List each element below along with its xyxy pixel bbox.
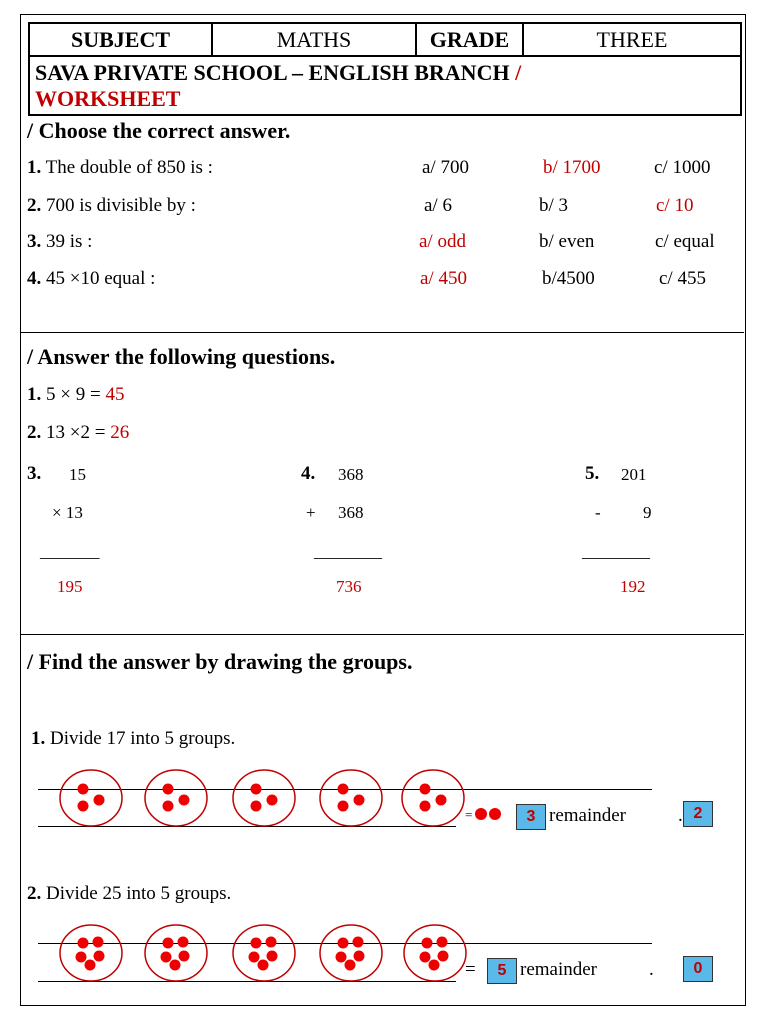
counter-dot bbox=[353, 937, 364, 948]
calc-3-line: _______ bbox=[40, 542, 100, 561]
grade-label: GRADE bbox=[417, 24, 524, 55]
group-circle bbox=[404, 925, 466, 981]
counter-dot bbox=[76, 952, 87, 963]
question-number: 2. bbox=[27, 195, 42, 216]
calc-5-line: ________ bbox=[582, 542, 650, 561]
counter-dot bbox=[78, 938, 89, 949]
counter-dot bbox=[437, 937, 448, 948]
remainder-box-2: 0 bbox=[683, 956, 713, 982]
quotient-box-2: 5 bbox=[487, 958, 517, 984]
worksheet-label: WORKSHEET bbox=[35, 86, 181, 111]
question-number: 2. bbox=[27, 883, 42, 904]
question-number: 1. bbox=[27, 384, 42, 405]
calc-4-bottom: 368 bbox=[338, 503, 364, 522]
section1-title: / Choose the correct answer. bbox=[27, 118, 291, 143]
counter-dot bbox=[94, 951, 105, 962]
group-circle bbox=[320, 925, 382, 981]
counter-dot bbox=[422, 938, 433, 949]
calc-3-bottom: × 13 bbox=[52, 503, 83, 522]
counter-dot bbox=[438, 951, 449, 962]
answer-value: 26 bbox=[110, 422, 130, 443]
period-1: . bbox=[678, 805, 683, 826]
counter-dot bbox=[179, 951, 190, 962]
calc-5-bottom: 9 bbox=[643, 503, 652, 522]
group-circle bbox=[60, 925, 122, 981]
question-text: 13 ×2 = bbox=[41, 422, 111, 443]
option-4a: a/ 450 bbox=[420, 268, 467, 289]
question-text: Divide 25 into 5 groups. bbox=[41, 883, 232, 904]
option-4b: b/4500 bbox=[542, 268, 595, 289]
calc-3-number: 3. bbox=[27, 463, 42, 484]
counter-dot bbox=[420, 952, 431, 963]
counter-dot bbox=[345, 960, 356, 971]
option-3c: c/ equal bbox=[655, 231, 715, 252]
equals-sign-1: = bbox=[465, 807, 473, 822]
option-2c: c/ 10 bbox=[656, 195, 694, 216]
remainder-box-1: 2 bbox=[683, 801, 713, 827]
calc-4-top: 368 bbox=[338, 465, 364, 484]
counter-dot bbox=[429, 960, 440, 971]
counter-dot bbox=[178, 937, 189, 948]
question-text: 5 × 9 = bbox=[41, 384, 106, 405]
counter-dot bbox=[85, 960, 96, 971]
option-1b: b/ 1700 bbox=[543, 157, 601, 178]
counter-dot bbox=[336, 952, 347, 963]
question-text: 700 is divisible by : bbox=[41, 195, 196, 216]
calc-4-operator: + bbox=[306, 503, 316, 522]
counter-dot bbox=[266, 937, 277, 948]
calc-4-line: ________ bbox=[314, 542, 382, 561]
calc-5-top: 201 bbox=[621, 465, 647, 484]
counter-dot bbox=[170, 960, 181, 971]
title-slash: / bbox=[515, 60, 522, 85]
option-3a: a/ odd bbox=[419, 231, 466, 252]
counter-dot bbox=[249, 952, 260, 963]
calc-3-top: 15 bbox=[69, 465, 86, 484]
counter-dot bbox=[161, 952, 172, 963]
question-number: 1. bbox=[31, 728, 46, 749]
subject-value: MATHS bbox=[213, 24, 417, 55]
calc-3-answer: 195 bbox=[57, 577, 83, 596]
section3-title: / Find the answer by drawing the groups. bbox=[27, 649, 413, 674]
option-2a: a/ 6 bbox=[424, 195, 452, 216]
calc-5-answer: 192 bbox=[620, 577, 646, 596]
counter-dot bbox=[163, 938, 174, 949]
question-number: 4. bbox=[27, 268, 42, 289]
counter-dot bbox=[267, 951, 278, 962]
option-1c: c/ 1000 bbox=[654, 157, 711, 178]
section2-title: / Answer the following questions. bbox=[27, 344, 336, 369]
option-2b: b/ 3 bbox=[539, 195, 569, 216]
calc-5-operator: - bbox=[595, 503, 601, 522]
option-1a: a/ 700 bbox=[422, 157, 469, 178]
calc-4-number: 4. bbox=[301, 463, 316, 484]
option-3b: b/ even bbox=[539, 231, 595, 252]
calc-5-number: 5. bbox=[585, 463, 600, 484]
counter-dot bbox=[251, 938, 262, 949]
remainder-label-1: remainder bbox=[549, 805, 627, 826]
calc-4-answer: 736 bbox=[336, 577, 362, 596]
equals-sign-2: = bbox=[465, 959, 476, 980]
counter-dot bbox=[354, 951, 365, 962]
school-name: SAVA PRIVATE SCHOOL – ENGLISH BRANCH bbox=[35, 60, 510, 85]
option-4c: c/ 455 bbox=[659, 268, 706, 289]
counter-dot bbox=[338, 938, 349, 949]
counter-dot bbox=[93, 937, 104, 948]
remainder-label-2: remainder bbox=[520, 959, 598, 980]
group-circle bbox=[145, 925, 207, 981]
question-text: The double of 850 is : bbox=[41, 157, 213, 178]
question-text: 45 ×10 equal : bbox=[41, 268, 156, 289]
counter-dot bbox=[258, 960, 269, 971]
group-circle bbox=[233, 925, 295, 981]
grade-value: THREE bbox=[596, 27, 668, 52]
question-text: Divide 17 into 5 groups. bbox=[45, 728, 236, 749]
question-number: 3. bbox=[27, 231, 42, 252]
question-number: 1. bbox=[27, 157, 42, 178]
quotient-box-1: 3 bbox=[516, 804, 546, 830]
subject-label: SUBJECT bbox=[30, 24, 213, 55]
period-2: . bbox=[649, 959, 654, 980]
question-text: 39 is : bbox=[41, 231, 93, 252]
answer-value: 45 bbox=[105, 384, 125, 405]
question-number: 2. bbox=[27, 422, 42, 443]
